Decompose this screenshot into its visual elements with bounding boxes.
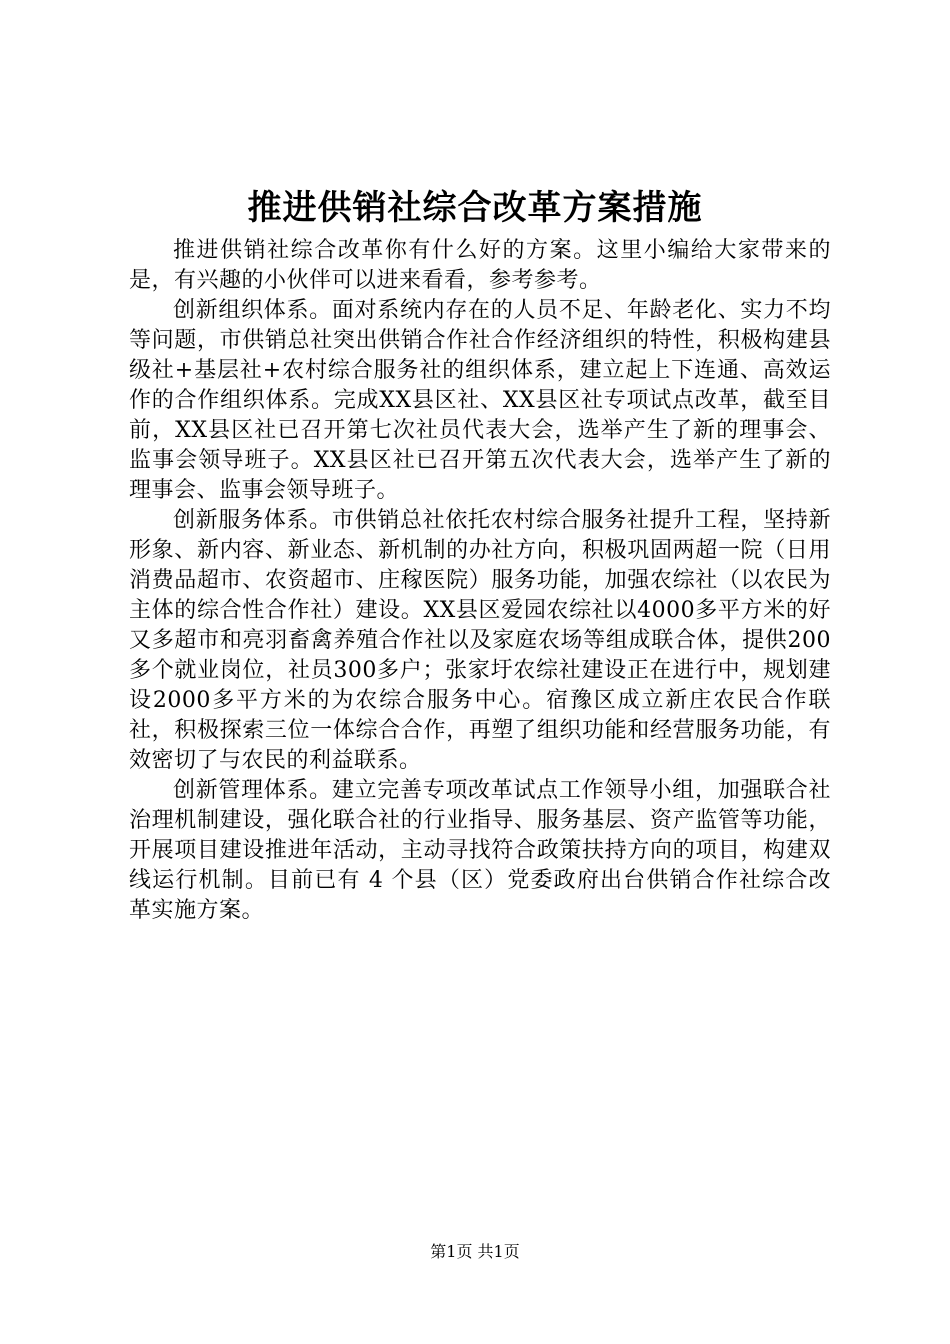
document-title: 推进供销社综合改革方案措施 [247, 188, 703, 228]
document-body [129, 236, 831, 926]
paragraph-organization-system: 创新组织体系。面对系统内存在的人员不足、年龄老化、实力不均等问题，市供销总社突出供销合作社合作经济组织的特性，积极构建县级社+基层社+农村综合服务社的组织体系，建立起上下连通、高效运作的合作组织体系。完成XX县区社、XX县区社专项试点改革，截至目前，XX县区社已召开第七次社员代表大会，选举产生了新的理事会、监事会领导班子。XX县区社已召开第五次代表大会，选举产生了新的理事会、监事会领导班子。 [129, 298, 831, 503]
paragraph-service-system: 创新服务体系。市供销总社依托农村综合服务社提升工程，坚持新形象、新内容、新业态、新机制的办社方向，积极巩固两超一院（日用消费品超市、农资超市、庄稼医院）服务功能，加强农综社（以农民为主体的综合性合作社）建设。XX县区爱园农综社以4000多平方米的好又多超市和亮羽畜禽养殖合作社以及家庭农场等组成联合体，提供200多个就业岗位，社员300多户；张家圩农综社建设正在进行中，规划建设2000多平方米的为农综合服务中心。宿豫区成立新庄农民合作联社，积极探索三位一体综合合作，再塑了组织功能和经营服务功能，有效密切了与农民的利益联系。 [129, 508, 831, 773]
paragraph-management-system: 创新管理体系。建立完善专项改革试点工作领导小组，加强联合社治理机制建设，强化联合社的行业指导、服务基层、资产监管等功能，开展项目建设推进年活动，主动寻找符合政策扶持方向的项目，构建双线运行机制。目前已有 4 个县（区）党委政府出台供销合作社综合改革实施方案。 [129, 778, 831, 923]
page-footer: 第1页 共1页 [430, 1242, 520, 1261]
paragraph-intro: 推进供销社综合改革你有什么好的方案。这里小编给大家带来的是，有兴趣的小伙伴可以进来看看，参考参考。 [129, 238, 831, 293]
